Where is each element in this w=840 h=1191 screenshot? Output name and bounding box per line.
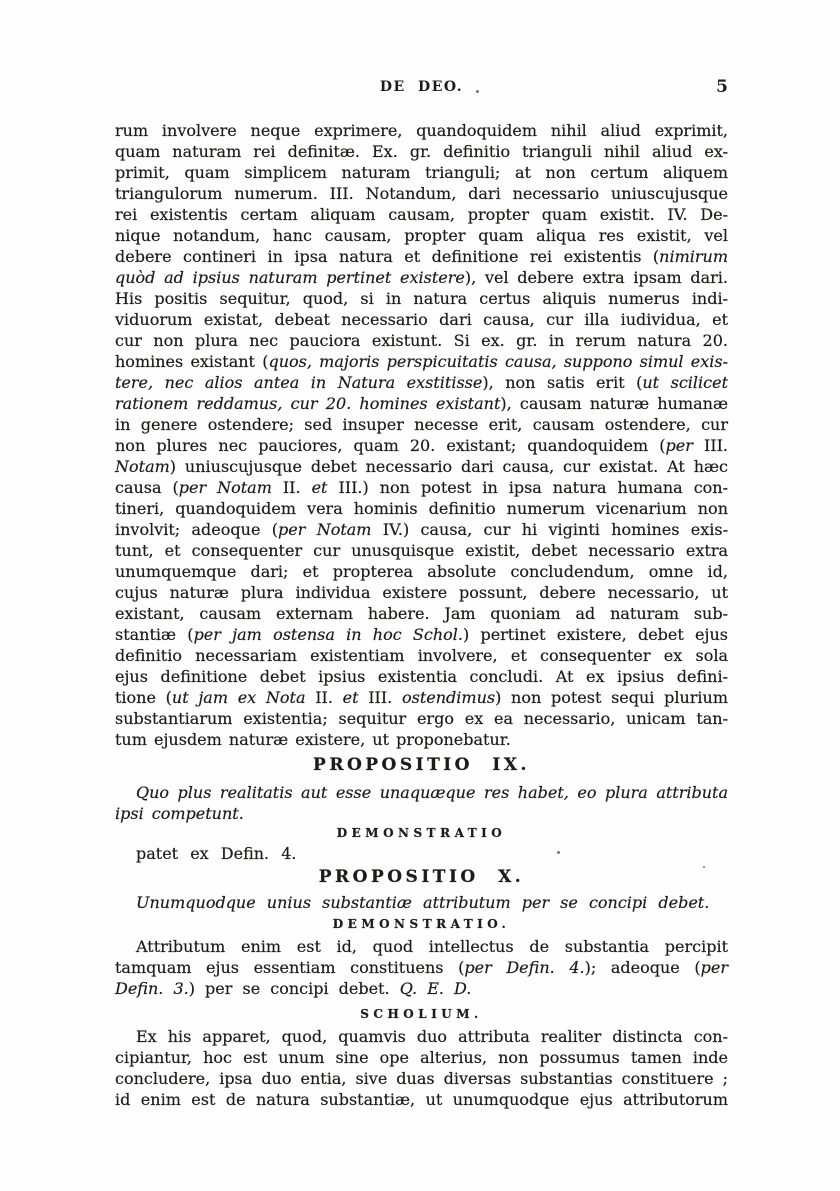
italic-text: tere, nec alios antea in Natura exstitisse	[115, 373, 483, 392]
scholium-label: SCHOLIUM.	[360, 1007, 483, 1021]
text-segment: ), causam naturæ humanæ	[500, 394, 728, 413]
text-line	[115, 330, 728, 351]
proposition-10-statement	[115, 892, 728, 913]
text-segment: ) per se concipi debet.	[188, 979, 400, 998]
proposition-10-heading: PROPOSITIO X.	[318, 867, 525, 887]
text-line	[115, 246, 728, 267]
text-segment: cujus naturæ plura individua existere possunt, debere necessario, ut	[115, 583, 728, 602]
text-line	[115, 183, 728, 204]
running-header	[115, 79, 728, 97]
scholium-body	[115, 1026, 728, 1110]
text-segment: substantiarum existentia; sequitur ergo ex ea necessario, unicam tan-	[115, 709, 728, 728]
text-line	[115, 456, 728, 477]
text-line	[115, 582, 728, 603]
text-line	[115, 498, 728, 519]
italic-text: Quo plus realitatis aut esse unaquæque res habet, eo plura attributa	[136, 783, 728, 802]
page-number: 5	[716, 77, 728, 97]
text-line	[115, 1047, 728, 1068]
italic-text: et	[311, 478, 328, 497]
text-segment: causa (	[115, 478, 179, 497]
text-segment: viduorum existat, debeat necessario dari causa, cur illa iudividua, et	[115, 310, 728, 329]
text-line	[115, 519, 728, 540]
text-segment: tione (	[115, 688, 172, 707]
italic-text: rationem reddamus, cur 20. homines existant	[115, 394, 501, 413]
italic-text: ipsi competunt.	[115, 804, 244, 823]
text-segment: concludere, ipsa duo entia, sive duas diversas substantias constituere ;	[115, 1069, 728, 1088]
text-segment: debere contineri in ipsa natura et definitione rei existentis (	[115, 247, 660, 266]
text-segment: existant, causam externam habere. Jam quoniam ad naturam sub-	[115, 604, 728, 623]
text-segment: rei existentis certam aliquam causam, propter quam existit. IV. De-	[115, 205, 728, 224]
text-line	[115, 666, 728, 687]
text-segment: unumquemque dari; et propterea absolute concludendum, omne id,	[115, 562, 728, 581]
text-line	[115, 892, 728, 913]
text-segment: III.	[692, 436, 728, 455]
italic-text: ut jam ex Nota	[171, 688, 306, 707]
text-segment: II.	[305, 688, 343, 707]
text-segment: definitio necessariam existentiam involvere, et consequenter ex sola	[115, 646, 728, 665]
text-segment: ) non potest sequi plurium	[495, 688, 729, 707]
italic-text: per Defin. 4.	[464, 958, 585, 977]
scan-speck	[703, 866, 705, 868]
text-segment: ejus definitione debet ipsius existentia concludi. At ex ipsius defini-	[115, 667, 728, 686]
demonstratio-9-body	[115, 843, 728, 864]
text-segment: tineri, quandoquidem vera hominis definitio numerum vicenarium non	[115, 499, 728, 518]
text-line	[115, 225, 728, 246]
italic-text: per Notam	[178, 478, 272, 497]
text-segment: rum involvere neque exprimere, quandoquidem nihil aliud exprimit,	[115, 121, 728, 140]
italic-text: per	[700, 958, 728, 977]
text-line	[115, 288, 728, 309]
text-line	[115, 204, 728, 225]
text-segment: III.	[358, 688, 402, 707]
italic-text: Q. E. D.	[399, 979, 472, 998]
text-segment: III.) non potest in ipsa natura humana con-	[327, 478, 728, 497]
italic-text: nimirum	[659, 247, 728, 266]
text-line	[115, 1068, 728, 1089]
italic-text: per Notam	[278, 520, 372, 539]
text-line	[115, 803, 728, 824]
italic-text: Notam	[115, 457, 170, 476]
text-segment: tum ejusdem naturæ existere, ut proponebatur.	[115, 730, 511, 749]
text-line	[115, 162, 728, 183]
text-segment: involvit; adeoque (	[115, 520, 278, 539]
text-line	[115, 687, 728, 708]
text-segment: II.	[271, 478, 312, 497]
text-line	[115, 561, 728, 582]
demonstratio-10-label: DEMONSTRATIO.	[332, 917, 511, 931]
text-line	[115, 372, 728, 393]
text-segment: non plures nec pauciores, quam 20. existant; quandoquidem (	[115, 436, 666, 455]
italic-text: et	[342, 688, 359, 707]
text-segment: quam naturam rei definitæ. Ex. gr. definitio trianguli nihil aliud ex-	[115, 142, 728, 161]
text-line	[115, 141, 728, 162]
header-title: DE DEO.	[379, 79, 464, 95]
italic-text: ostendimus	[401, 688, 496, 707]
demonstratio-10-body	[115, 936, 728, 999]
text-line	[115, 309, 728, 330]
text-line	[115, 1089, 728, 1110]
text-segment: stantiæ (	[115, 625, 194, 644]
text-line	[115, 393, 728, 414]
paragraph-main	[115, 120, 728, 750]
text-segment: tamquam ejus essentiam constituens (	[115, 958, 465, 977]
text-segment: Attributum enim est id, quod intellectus de substantia percipit	[136, 937, 728, 956]
scan-speck	[476, 90, 479, 93]
proposition-9-statement	[115, 782, 728, 824]
text-line	[115, 708, 728, 729]
italic-text: per jam ostensa in hoc Schol.	[193, 625, 463, 644]
text-segment: patet ex Defin. 4.	[136, 844, 297, 863]
text-segment: His positis sequitur, quod, si in natura certus aliquis numerus indi-	[115, 289, 728, 308]
text-segment: nique notandum, hanc causam, propter quam aliqua res existit, vel	[115, 226, 728, 245]
text-segment: homines existant (	[115, 352, 269, 371]
demonstratio-9-label: DEMONSTRATIO	[336, 826, 507, 840]
scan-speck	[557, 851, 560, 854]
text-segment: cipiantur, hoc est unum sine ope alterius, non possumus tamen inde	[115, 1048, 728, 1067]
text-line	[115, 957, 728, 978]
text-segment: ), vel debere extra ipsam dari.	[464, 268, 728, 287]
text-line	[115, 267, 728, 288]
text-line	[115, 1026, 728, 1047]
text-line	[115, 645, 728, 666]
text-segment: primit, quam simplicem naturam trianguli; at non certum aliquem	[115, 163, 728, 182]
text-line	[115, 843, 728, 864]
text-line	[115, 936, 728, 957]
text-segment: id enim est de natura substantiæ, ut unumquodque ejus attributorum	[115, 1090, 728, 1109]
text-segment: ), non satis erit (	[482, 373, 643, 392]
text-block	[115, 120, 728, 1110]
text-segment: triangulorum numerum. III. Notandum, dari necessario uniuscujusque	[115, 184, 728, 203]
text-segment: IV.) causa, cur hi viginti homines exis-	[371, 520, 728, 539]
italic-text: ut scilicet	[642, 373, 728, 392]
text-segment: cur non plura nec pauciora existunt. Si ex. gr. in rerum natura 20.	[115, 331, 728, 350]
text-line	[115, 978, 728, 999]
text-segment: ) pertinet existere, debet ejus	[462, 625, 728, 644]
text-segment: in genere ostendere; sed insuper necesse erit, causam ostendere, cur	[115, 415, 728, 434]
text-line	[115, 624, 728, 645]
italic-text: Defin. 3.	[115, 979, 189, 998]
proposition-9-heading: PROPOSITIO IX.	[313, 755, 530, 775]
italic-text: quòd ad ipsius naturam pertinet existere	[115, 268, 465, 287]
text-segment: Ex his apparet, quod, quamvis duo attributa realiter distincta con-	[136, 1027, 728, 1046]
text-line	[115, 540, 728, 561]
text-segment: ); adeoque (	[584, 958, 701, 977]
text-segment: ) uniuscujusque debet necessario dari causa, cur existat. At hæc	[169, 457, 728, 476]
text-line	[115, 477, 728, 498]
italic-text: quos, majoris perspicuitatis causa, suppono simul exis-	[268, 352, 729, 371]
text-line	[115, 603, 728, 624]
italic-text: per	[665, 436, 693, 455]
text-line	[115, 729, 728, 750]
text-line	[115, 351, 728, 372]
text-segment: tunt, et consequenter cur unusquisque existit, debet necessario extra	[115, 541, 728, 560]
text-line	[115, 782, 728, 803]
text-line	[115, 435, 728, 456]
text-line	[115, 120, 728, 141]
italic-text: Unumquodque unius substantiæ attributum per se concipi debet.	[136, 893, 710, 912]
text-line	[115, 414, 728, 435]
